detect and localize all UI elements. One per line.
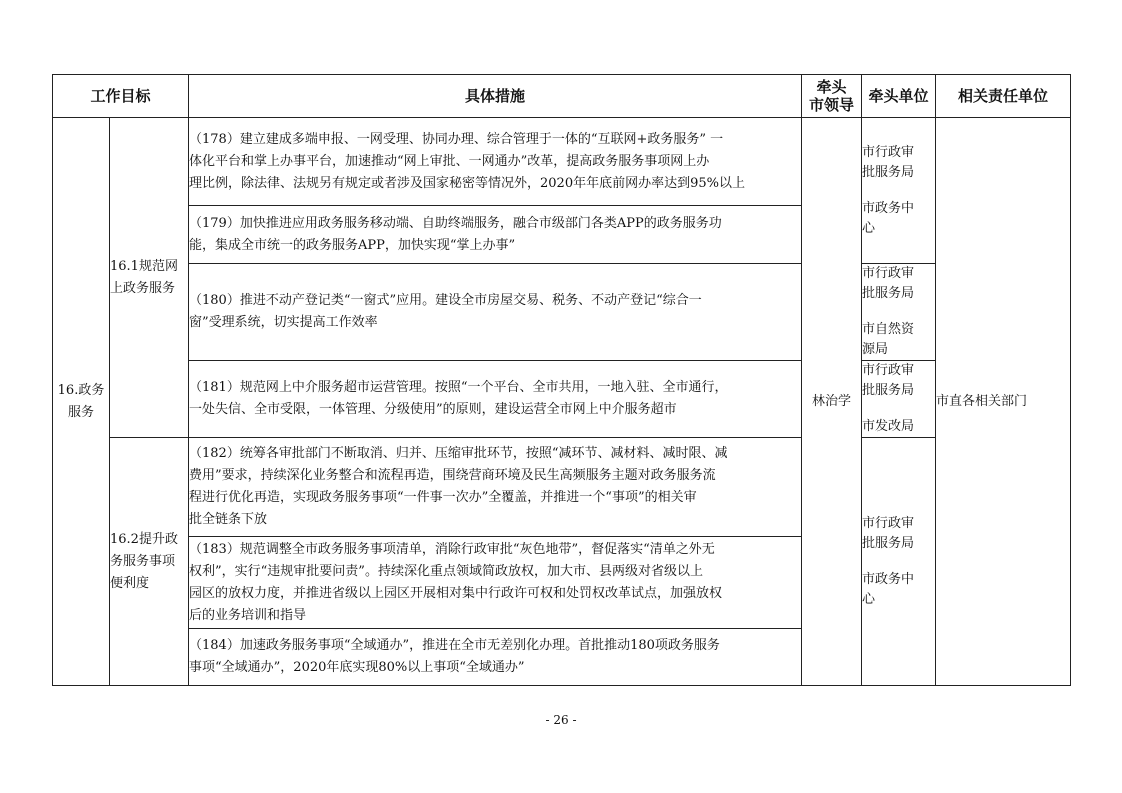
measure-cell [189, 438, 802, 537]
measure-text-line: 理比例，除法律、法规另有规定或者涉及国家秘密等情况外，2020年年底前网办率达到95%以上 [189, 175, 745, 191]
subgoal-2-line3: 便利度 [110, 575, 150, 591]
header-unit: 牵头单位 [862, 75, 936, 118]
unit-cell-3 [862, 361, 936, 438]
unit-line: 批服务局 [862, 164, 915, 180]
measures-table [52, 74, 1071, 686]
header-leader-line2: 市领导 [809, 96, 855, 114]
measure-text-line: （178）建立建成多端申报、一网受理、协同办理、综合管理于一体的“互联网+政务服务” 一 [189, 131, 724, 147]
measure-text-line: 一处失信、全市受限，一体管理、分级使用”的原则，建设运营全市网上中介服务超市 [189, 402, 677, 417]
unit-line: 心 [862, 591, 876, 607]
leader-cell: 林治学 [802, 118, 862, 686]
unit-line: 市政务中 [862, 200, 915, 216]
measure-text-line: （179）加快推进应用政务服务移动端、自助终端服务，融合市级部门各类APP的政务服务功 [189, 215, 722, 231]
measure-text-line: （183）规范调整全市政务服务事项清单，消除行政审批“灰色地带”，督促落实“清单之外无 [189, 541, 715, 557]
goal-cell [53, 118, 110, 686]
unit-line: 市行政审 [862, 266, 915, 281]
measure-text-line: （181）规范网上中介服务超市运营管理。按照“一个平台、全市共用，一地入驻、全市通行， [189, 380, 728, 395]
subgoal-1-line1: 16.1规范网 [110, 258, 178, 274]
unit-line: 市自然资 [862, 322, 915, 337]
measure-text-line: 体化平台和掌上办事平台，加速推动“网上审批、一网通办”改革，提高政务服务事项网上办 [189, 153, 710, 169]
measure-text-line: 园区的放权力度，并推进省级以上园区开展相对集中行政许可权和处罚权改革试点，加强放权 [189, 585, 723, 601]
table-row [53, 264, 1071, 361]
measure-cell [189, 361, 802, 438]
unit-cell-2 [862, 264, 936, 361]
subgoal-2-line1: 16.2提升政 [110, 531, 178, 547]
unit-line: 市行政审 [862, 144, 915, 160]
unit-line: 市行政审 [862, 363, 915, 378]
table-row [53, 118, 1071, 206]
measure-cell [189, 206, 802, 264]
goal-line2: 服务 [67, 404, 94, 420]
unit-line: 批服务局 [862, 535, 915, 551]
header-resp: 相关责任单位 [936, 75, 1071, 118]
measure-text-line: 事项“全域通办”，2020年底实现80%以上事项“全域通办” [189, 660, 525, 675]
measure-cell [189, 629, 802, 686]
measure-text-line: （182）统筹各审批部门不断取消、归并、压缩审批环节，按照“减环节、减材料、减时限、减 [189, 446, 728, 461]
header-measure: 具体措施 [189, 75, 802, 118]
measure-text-line: 权利”，实行“违规审批要问责”。持续深化重点领域简政放权，加大市、县两级对省级以上 [189, 563, 703, 579]
measure-cell [189, 264, 802, 361]
measure-text-line: 后的业务培训和指导 [189, 607, 307, 623]
unit-line: 源局 [862, 342, 889, 357]
unit-line: 市政务中 [862, 571, 915, 587]
unit-line: 心 [862, 220, 876, 236]
measure-text-line: 程进行优化再造，实现政务服务事项“一件事一次办”全覆盖，并推进一个“事项”的相关审 [189, 490, 697, 505]
unit-line: 批服务局 [862, 286, 915, 301]
header-leader [802, 75, 862, 118]
subgoal-cell-2 [110, 438, 189, 686]
unit-cell-4 [862, 438, 936, 686]
measure-text-line: （180）推进不动产登记类“一窗式”应用。建设全市房屋交易、税务、不动产登记“综合一 [189, 293, 702, 308]
responsible-cell: 市直各相关部门 [936, 118, 1071, 686]
measure-text-line: 批全链条下放 [189, 512, 268, 527]
header-leader-line1: 牵头 [816, 78, 847, 96]
header-row [53, 75, 1071, 118]
page-number: - 26 - [545, 713, 577, 727]
measure-cell [189, 537, 802, 629]
unit-line: 市发改局 [862, 419, 915, 434]
measure-text-line: 窗”受理系统，切实提高工作效率 [189, 315, 378, 330]
subgoal-1-line2: 上政务服务 [110, 280, 176, 296]
unit-line: 批服务局 [862, 383, 915, 398]
measure-text-line: 费用”要求，持续深化业务整合和流程再造，围绕营商环境及民生高频服务主题对政务服务流 [189, 468, 716, 483]
measure-cell [189, 118, 802, 206]
unit-line: 市行政审 [862, 515, 915, 531]
subgoal-cell-1 [110, 118, 189, 438]
table-row [53, 361, 1071, 438]
subgoal-2-line2: 务服务事项 [110, 553, 176, 569]
goal-line1: 16.政务 [57, 382, 105, 398]
unit-cell-1 [862, 118, 936, 264]
table-row [53, 438, 1071, 537]
measure-text-line: （184）加速政务服务事项“全域通办”，推进在全市无差别化办理。首批推动180项政务服务 [189, 638, 720, 653]
header-goal: 工作目标 [53, 75, 189, 118]
measure-text-line: 能，集成全市统一的政务服务APP，加快实现“掌上办事” [189, 237, 516, 253]
